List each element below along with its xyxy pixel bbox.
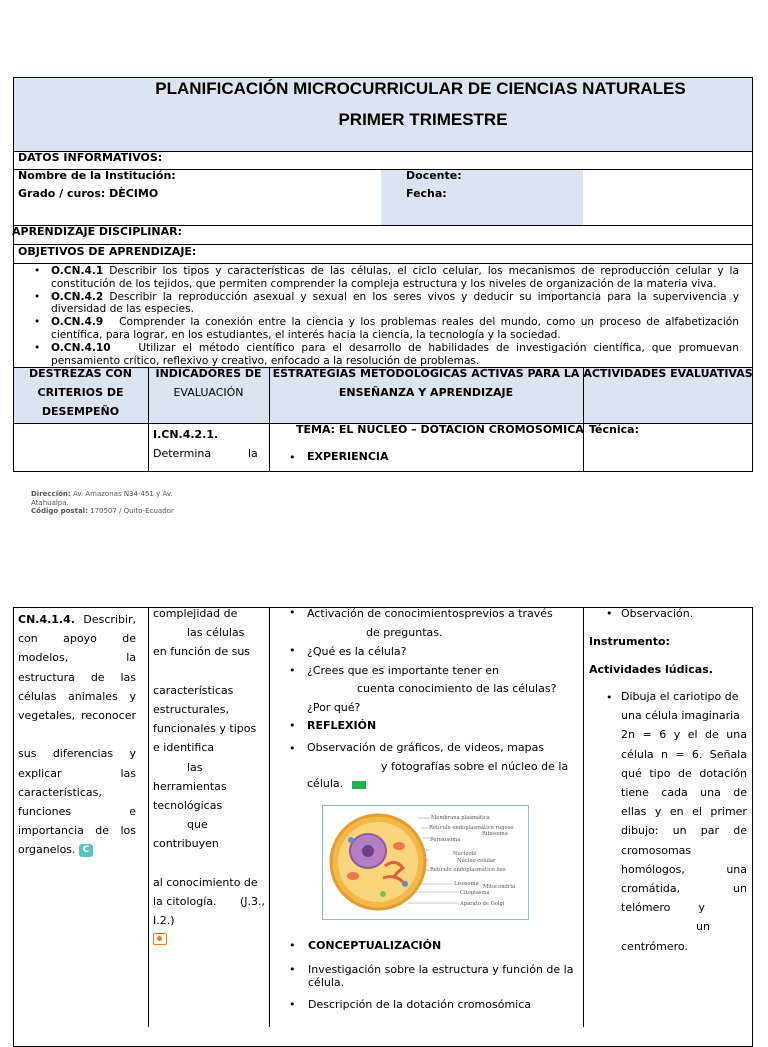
objetivo-text-2: pensamiento crítico, reflexivo y creativo, enfocado a la resolución de problemas.: [51, 354, 480, 367]
indicador-word-1: Determina: [153, 447, 212, 460]
tecnica-label: Técnica:: [589, 423, 639, 436]
objetivos-list: [34, 265, 739, 367]
institucion-label: Nombre de la Institución:: [18, 169, 176, 182]
c-badge-icon: C: [79, 844, 93, 857]
cell-label: Retículo endoplasmático rugoso: [429, 825, 514, 831]
objetivo-item: • O.CN.4.2 Describir la reproducción asexual y sexual en los seres vivos y deducir su importancia para la supervivencia y diversidad de las especies.: [34, 290, 739, 316]
cell-label: Peroxisoma: [430, 837, 461, 843]
tema-label: TEMA: EL NÚCLEO – DOTACIÓN CROMOSÓMICA: [296, 423, 584, 436]
page-title: PLANIFICACIÓN MICROCURRICULAR DE CIENCIAS NATURALES: [155, 79, 686, 98]
objetivo-text-2: diversidad de las especies.: [51, 303, 194, 316]
objetivo-text: Describir la reproducción asexual y sexual en los seres vivos y deducir su importancia para la supervivencia y: [109, 290, 739, 303]
page-subtitle: PRIMER TRIMESTRE: [338, 110, 508, 129]
indicador-code: I.CN.4.2.1.: [153, 428, 219, 441]
objetivo-text: Utilizar el método científico para el desarrollo de habilidades de investigación científica, que promuevan: [138, 341, 739, 354]
objetivo-text-2: científica, para lograr, en los estudiantes, el interés hacia la ciencia, la tecnología y la sociedad.: [51, 328, 561, 341]
header-indicadores: INDICADORES DE EVALUACIÓN: [155, 367, 262, 399]
cell-label: Nucléolo: [453, 851, 477, 857]
cell-label: Ribosoma: [482, 831, 508, 837]
header-estrategias: ESTRATEGIAS METODOLÓGICAS ACTIVAS PARA LA ENSEÑANZA Y APRENDIZAJE: [272, 367, 580, 399]
cell-label: Lisosoma: [454, 881, 479, 887]
cell-label: Mitocondria: [483, 884, 516, 890]
aprendizaje-label: APRENDIZAJE DISCIPLINAR:: [12, 225, 182, 238]
objetivos-label: OBJETIVOS DE APRENDIZAJE:: [18, 245, 197, 258]
docente-label: Docente:: [406, 169, 462, 182]
presentation-icon: [153, 933, 167, 945]
objetivo-item: • O.CN.4.10 Utilizar el método científico para el desarrollo de habilidades de investigación científica, que promuevan pensamiento crítico, reflexivo y creativo, enfocado a la resolución de problemas.: [34, 341, 739, 367]
cell-label: Núcleo celular: [457, 858, 496, 864]
observacion-text: Observación.: [621, 607, 694, 620]
conceptualizacion-label: CONCEPTUALIZACIÓN: [308, 939, 442, 952]
investigacion-text-2: célula.: [308, 976, 345, 989]
destreza-cell: CN.4.1.4. Describir, con apoyo de modelos, la estructura de las células animales y vegetales, reconocer sus diferencias y explicar las características, funciones e importancia de los organelos. C: [18, 613, 136, 857]
objetivo-code: O.CN.4.10: [51, 341, 111, 354]
header-actividades: ACTIVIDADES EVALUATIVAS: [583, 367, 753, 380]
cell-label: Aparato de Golgi: [460, 901, 505, 907]
investigacion-text: Investigación sobre la estructura y función de la: [308, 963, 574, 976]
objetivo-text-2: constitución de los tejidos, que permiten comprender la compleja estructura y los niveles de organización de la materia viva.: [51, 277, 717, 290]
instrumento-label: Instrumento:: [589, 635, 670, 648]
cell-illustration: [323, 806, 528, 919]
cell-label: Membrana plasmática: [431, 815, 490, 821]
objetivo-item: • O.CN.4.1 Describir los tipos y características de las células, el ciclo celular, los mecanismos de reproducción celular y la constitución de los tejidos, que permiten comprender la compleja estructura y los niveles de organización de la materia viva.: [34, 265, 739, 290]
objetivo-text: Comprender la conexión entre la ciencia y los problemas reales del mundo, como un proceso de alfabetización: [119, 316, 739, 329]
actividad-text: Dibuja el cariotipo de una célula imaginaria 2n = 6 y el de una célula n = 6. Señala qué tipo de dotación tiene cada una de ellas y en el primer dibujo: un par de cromosomas homólogos, una cromátida, un telómero y un centrómero.: [621, 690, 747, 953]
datos-label: DATOS INFORMATIVOS:: [18, 151, 163, 164]
cell-label: Retículo endoplasmático liso: [430, 867, 506, 873]
ludicas-label: Actividades lúdicas.: [589, 663, 713, 676]
grado-label: Grado / curos: DÈCIMO: [18, 187, 159, 200]
objetivo-text: Describir los tipos y características de las células, el ciclo celular, los mecanismos de reproducción celular y la: [109, 265, 739, 277]
experiencia-label: EXPERIENCIA: [307, 450, 389, 463]
fecha-label: Fecha:: [406, 187, 447, 200]
cell-label: Citoplasma: [460, 890, 490, 896]
descripcion-text: Descripción de la dotación cromosómica: [308, 998, 532, 1011]
objetivo-code: O.CN.4.9: [51, 316, 104, 329]
objetivo-item: • O.CN.4.9 Comprender la conexión entre la ciencia y los problemas reales del mundo, como un proceso de alfabetización científica, para lograr, en los estudiantes, el interés hacia la ciencia, la tecnología y la sociedad.: [34, 316, 739, 341]
indicador-cell: complejidad de las células en función de sus características estructurales, funcionales y tipos e identifica las herramientas tecnológicas que contribuyen al conocimiento de la citología. (J.3., I.2.): [153, 607, 265, 928]
objetivo-code: O.CN.4.2: [51, 290, 104, 303]
objetivo-code: O.CN.4.1: [51, 265, 104, 277]
indicador-word-2: la: [248, 447, 258, 460]
cell-diagram: [322, 805, 529, 920]
experiencia-bullet: •: [289, 451, 296, 464]
header-destrezas: DESTREZAS CON CRITERIOS DE DESEMPEÑO: [29, 367, 132, 418]
footer-address: Dirección: Av. Amazonas N34-451 y Av. Atahualpa. Código postal: 170507 / Quito-Ecuador: [31, 490, 174, 515]
green-mark-icon: [352, 781, 366, 789]
